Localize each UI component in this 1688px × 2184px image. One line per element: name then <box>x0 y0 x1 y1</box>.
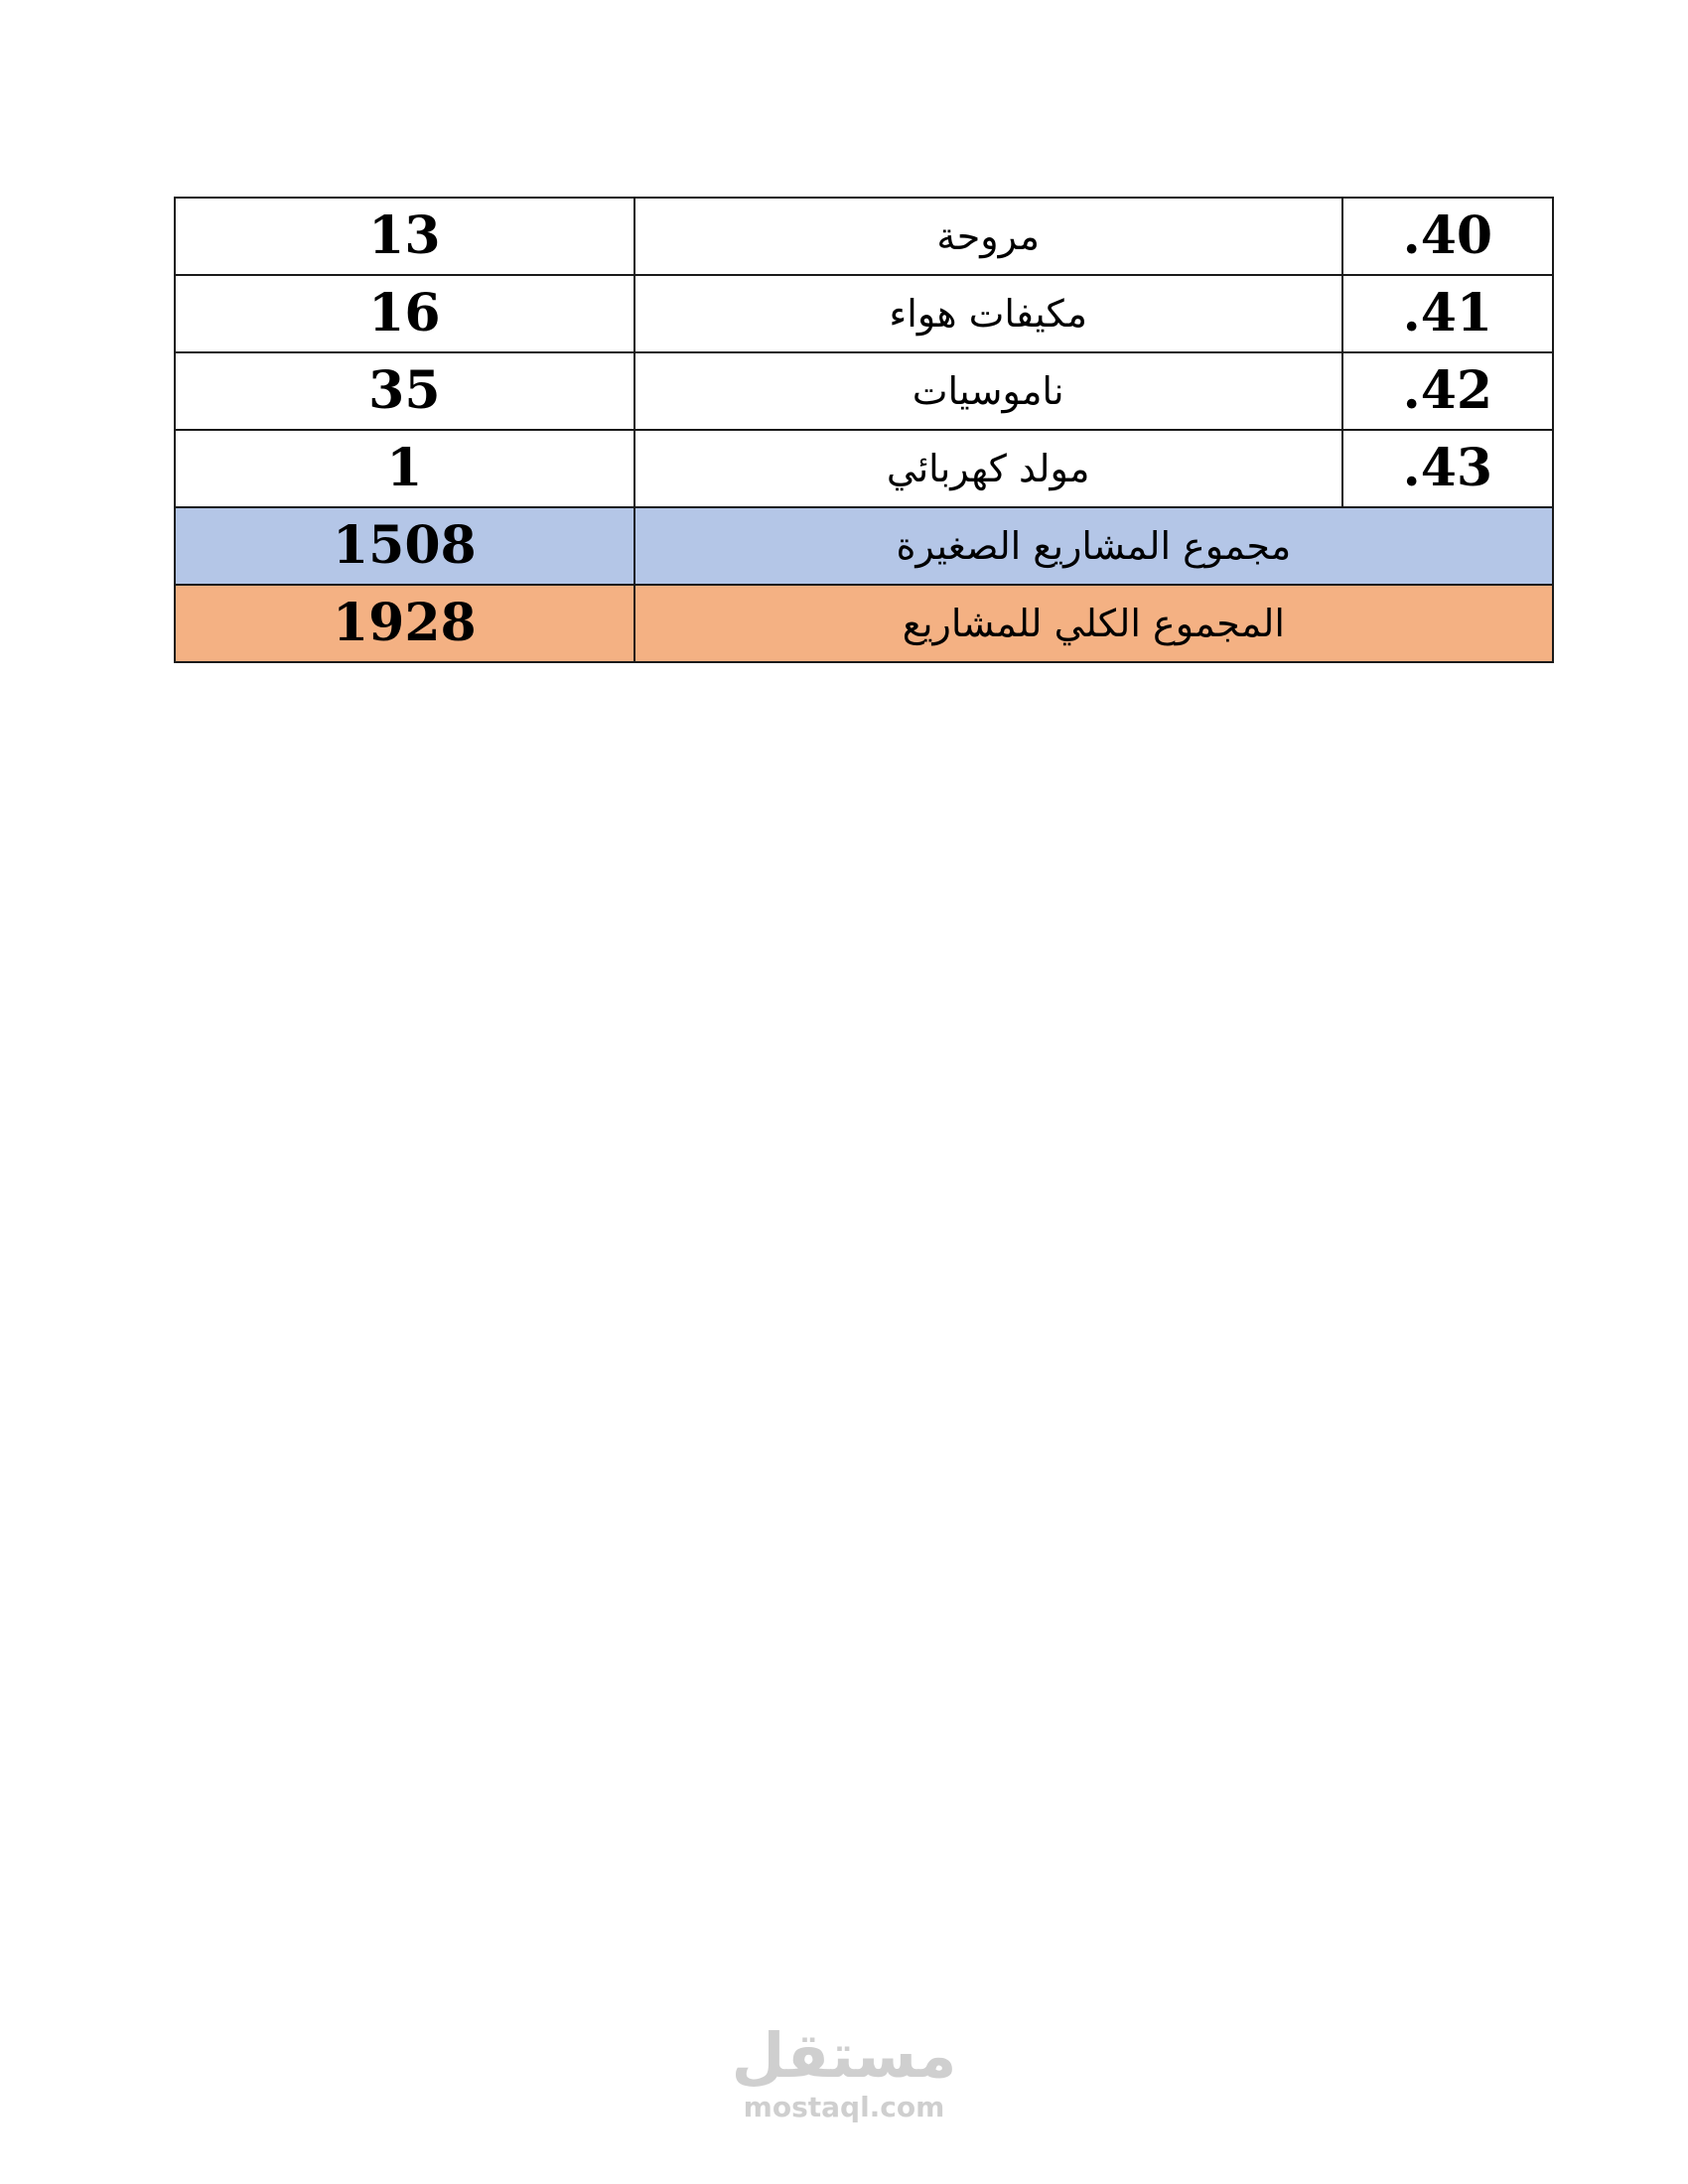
row-number: .41 <box>1342 275 1553 352</box>
item-name: مروحة <box>634 198 1342 275</box>
item-count: 35 <box>175 352 634 430</box>
grand-total-row <box>175 585 1553 662</box>
item-count: 13 <box>175 198 634 275</box>
watermark-url: mostaql.com <box>743 2091 945 2123</box>
item-name: مكيفات هواء <box>634 275 1342 352</box>
table-row <box>175 198 1553 275</box>
item-count: 16 <box>175 275 634 352</box>
item-name: ناموسيات <box>634 352 1342 430</box>
grand-total-value: 1928 <box>175 585 634 662</box>
watermark-logo: مستقل <box>731 2019 957 2092</box>
table-row <box>175 352 1553 430</box>
row-number: .40 <box>1342 198 1553 275</box>
item-name: مولد كهربائي <box>634 430 1342 507</box>
table-row <box>175 275 1553 352</box>
row-number: .42 <box>1342 352 1553 430</box>
row-number: .43 <box>1342 430 1553 507</box>
subtotal-value: 1508 <box>175 507 634 585</box>
table-row <box>175 430 1553 507</box>
projects-table <box>174 197 1554 663</box>
mostaql-watermark <box>695 2019 993 2123</box>
grand-total-label: المجموع الكلي للمشاريع <box>634 585 1553 662</box>
subtotal-label: مجموع المشاريع الصغيرة <box>634 507 1553 585</box>
item-count: 1 <box>175 430 634 507</box>
subtotal-row <box>175 507 1553 585</box>
